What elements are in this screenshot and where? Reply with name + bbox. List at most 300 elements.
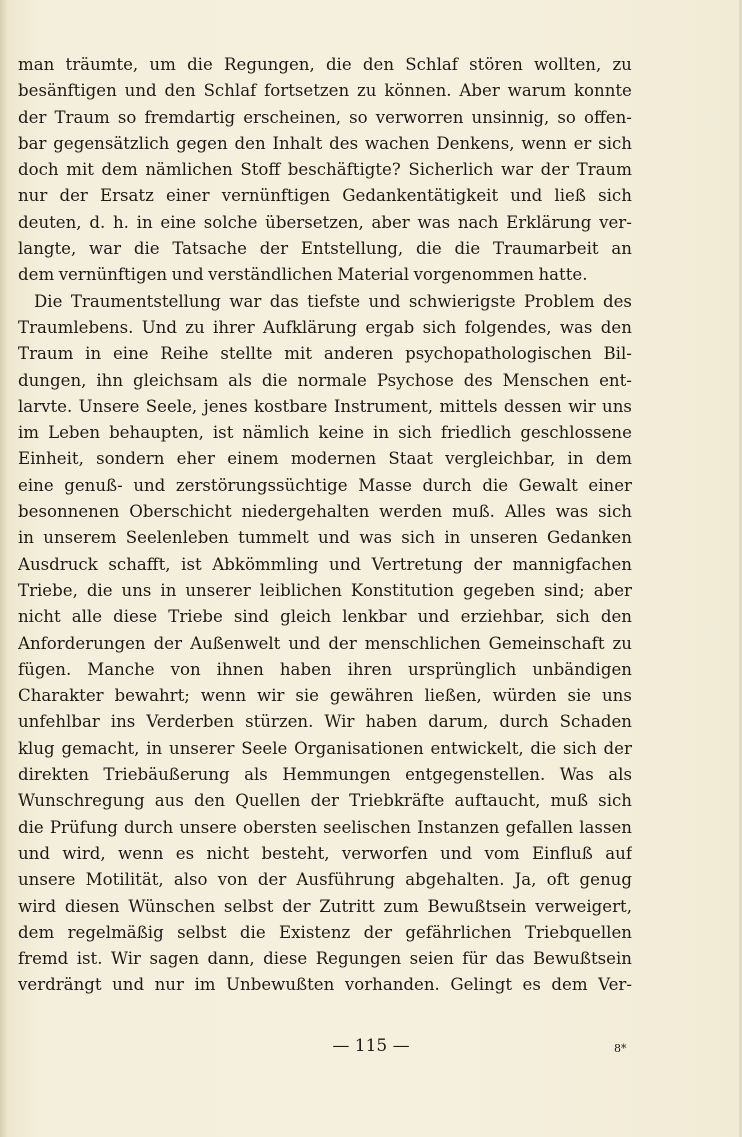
word: uns <box>601 686 632 706</box>
word: Quellen <box>235 791 301 811</box>
word: muß. <box>452 502 495 522</box>
word: Motilität, <box>85 870 164 890</box>
word: nur <box>18 186 48 206</box>
word: dungen, <box>18 370 87 390</box>
word: Einheit, <box>18 449 84 469</box>
word: diese <box>113 607 158 627</box>
word: Schlaf <box>203 81 257 101</box>
word: sich <box>401 528 436 548</box>
text-line <box>18 604 632 630</box>
word: alle <box>71 607 103 627</box>
word: in <box>136 212 153 232</box>
word: Unbewußten <box>226 975 335 995</box>
word: Traum <box>54 107 110 127</box>
word: Gedankentätigkeit <box>342 186 499 206</box>
word: Seele <box>241 738 288 758</box>
word: und <box>328 554 361 574</box>
word: und <box>18 843 50 863</box>
word: Die <box>34 291 63 311</box>
text-line <box>18 183 632 209</box>
word: darum, <box>428 712 489 732</box>
word: Außenwelt <box>190 633 281 653</box>
word: was <box>417 212 451 232</box>
word: Seele, <box>145 396 198 416</box>
signature-mark: 8* <box>614 1042 627 1055</box>
word: die <box>239 922 266 942</box>
word: bewahrt; <box>114 686 190 706</box>
word: Manche <box>87 659 155 679</box>
word: fügen. <box>18 659 72 679</box>
word: nur <box>154 975 184 995</box>
word: Aufklärung <box>263 317 358 337</box>
text-line <box>18 578 632 604</box>
word: der <box>153 633 183 653</box>
word: genug <box>579 870 632 890</box>
text-line <box>18 368 632 394</box>
word: Masse <box>358 475 412 495</box>
word: sich <box>598 502 632 522</box>
body-text <box>18 52 632 999</box>
word: Vertretung <box>371 554 463 574</box>
word: der <box>540 160 570 180</box>
word: Traumentstellung <box>70 291 221 311</box>
word: sind <box>233 607 270 627</box>
word: von <box>217 870 248 890</box>
word: die <box>530 738 557 758</box>
word: in <box>18 528 34 548</box>
word: gegeben <box>463 580 536 600</box>
word: unserem <box>43 528 117 548</box>
word: also <box>173 870 208 890</box>
word: vom <box>484 843 520 863</box>
word: dem <box>101 160 138 180</box>
word: sich <box>422 317 457 337</box>
word: so <box>349 107 368 127</box>
word: sich <box>598 186 632 206</box>
text-line <box>18 52 632 78</box>
text-line <box>18 709 632 735</box>
word: vorhanden. <box>344 975 440 995</box>
word: Traum <box>576 160 632 180</box>
word: seelischen <box>323 817 411 837</box>
word: Und <box>141 317 177 337</box>
text-line <box>18 315 632 341</box>
word: besänftigen <box>18 81 117 101</box>
word: direkten <box>18 765 89 785</box>
word: verdrängt <box>18 975 102 995</box>
word: aus <box>154 791 184 811</box>
word: Hemmungen <box>282 765 391 785</box>
word: Stoff <box>240 160 281 180</box>
word: eher <box>176 449 215 469</box>
word: schafft, <box>108 554 171 574</box>
word: muß <box>550 791 589 811</box>
word: eine <box>112 344 149 364</box>
word: wollten, <box>533 55 602 74</box>
word: fremd <box>18 949 69 969</box>
word: regelmäßig <box>67 922 164 942</box>
word: die <box>325 55 352 74</box>
word: Entstellung, <box>300 239 404 259</box>
word: psychopathologischen <box>405 344 592 364</box>
word: Reihe <box>160 344 209 364</box>
word: nämlichen <box>145 160 233 180</box>
word: unserer <box>185 580 251 600</box>
word: ihn <box>96 370 124 390</box>
word: Anforderungen <box>18 633 146 653</box>
word: an <box>611 239 632 259</box>
word: wird <box>18 896 57 916</box>
word: leiblichen <box>259 580 342 600</box>
text-line <box>18 736 632 762</box>
word: sich <box>555 607 590 627</box>
word: anderen <box>323 344 394 364</box>
text-line <box>18 920 632 946</box>
word: kostbare <box>253 396 328 416</box>
word: entgegenstellen. <box>405 765 546 785</box>
word: wir <box>257 686 285 706</box>
word: stören <box>469 55 523 74</box>
word: ließ <box>554 186 586 206</box>
word: dem <box>595 449 632 469</box>
text-line <box>18 105 632 131</box>
word: Bil- <box>603 344 632 364</box>
word: fortsetzen <box>264 81 350 101</box>
word: Ausdruck <box>18 554 98 574</box>
word: und <box>288 633 321 653</box>
word: den <box>362 55 395 74</box>
word: von <box>170 659 201 679</box>
word: lenkbar <box>342 607 407 627</box>
word: ihren <box>347 659 393 679</box>
word: Wir <box>324 712 355 732</box>
word: aber <box>593 580 632 600</box>
word: gleich <box>280 607 332 627</box>
word: Psychose <box>376 370 454 390</box>
word: im <box>194 975 216 995</box>
text-line <box>18 289 632 315</box>
word: die <box>86 580 113 600</box>
word: so <box>557 107 576 127</box>
word: der <box>363 922 393 942</box>
word: die <box>261 370 288 390</box>
word: was <box>359 528 392 548</box>
word: unbändigen <box>532 659 632 679</box>
word: ist. <box>76 949 103 969</box>
word: Zutritt <box>319 896 375 916</box>
word: dem <box>551 975 588 995</box>
word: modernen <box>290 449 377 469</box>
word: der <box>259 239 289 259</box>
word: vergleichbar, <box>445 449 556 469</box>
word: Triebkräfte <box>349 791 445 811</box>
word: und <box>368 291 401 311</box>
word: Regungen, <box>224 55 315 74</box>
word: geschlossene <box>520 423 632 443</box>
word: er <box>573 133 592 153</box>
word: was <box>555 502 589 522</box>
word: gegensätzlich <box>53 133 170 153</box>
word: Denkens, <box>436 133 515 153</box>
word: wenn <box>200 686 247 706</box>
word: h. <box>112 212 129 232</box>
word: uns <box>121 580 152 600</box>
word: Bewußtsein <box>532 949 632 969</box>
word: Ersatz <box>99 186 154 206</box>
text-line <box>18 473 632 499</box>
word: durch <box>123 817 174 837</box>
gutter-shadow <box>0 0 8 1137</box>
text-line <box>18 867 632 893</box>
text-line <box>18 841 632 867</box>
word: solche <box>203 212 258 232</box>
word: zerstörungssüchtige <box>175 475 348 495</box>
word: die <box>415 239 442 259</box>
word: Traumlebens. <box>18 317 134 337</box>
word: friedlich <box>440 423 512 443</box>
text-line <box>18 262 632 288</box>
word: verweigert, <box>535 896 632 916</box>
word: ver- <box>599 212 632 232</box>
word: und <box>417 607 450 627</box>
word: in <box>567 449 584 469</box>
text-line <box>18 210 632 236</box>
word: im <box>18 423 40 443</box>
word: abgehalten. <box>405 870 505 890</box>
word: vernünftigen <box>221 186 331 206</box>
word: Konstitution <box>350 580 455 600</box>
word: in <box>85 344 102 364</box>
text-line <box>18 894 632 920</box>
word: war <box>229 291 262 311</box>
word: Organisationen <box>294 738 424 758</box>
word: offen- <box>583 107 632 127</box>
word: besteht, <box>261 843 330 863</box>
word: gefährlichen <box>405 922 512 942</box>
word: einer <box>588 475 632 495</box>
word: Gemeinschaft <box>488 633 605 653</box>
text-line <box>18 394 632 420</box>
text-line <box>18 341 632 367</box>
word: der <box>59 186 88 206</box>
word: ihrer <box>213 317 255 337</box>
word: selbst <box>177 922 227 942</box>
word: auftaucht, <box>454 791 541 811</box>
word: besonnenen <box>18 502 120 522</box>
word: Instrument, <box>333 396 434 416</box>
word: sich <box>398 423 432 443</box>
word: nach <box>457 212 499 232</box>
text-line <box>18 420 632 446</box>
word: auf <box>605 843 632 863</box>
text-line <box>18 236 632 262</box>
word: Abkömmling <box>212 554 319 574</box>
word: normale <box>297 370 367 390</box>
word: vernünftigen <box>58 265 168 285</box>
word: stürzen. <box>245 712 314 732</box>
word: und <box>133 475 166 495</box>
word: haben <box>365 712 418 732</box>
word: Schlaf <box>405 55 458 74</box>
word: und <box>440 843 473 863</box>
word: die <box>482 475 509 495</box>
word: der <box>603 738 632 758</box>
text-line <box>18 683 632 709</box>
word: Bewußtsein <box>427 896 527 916</box>
word: durch <box>499 712 549 732</box>
word: fremdartig <box>144 107 236 127</box>
word: Seelenleben <box>125 528 229 548</box>
text-line <box>18 631 632 657</box>
word: Leben <box>48 423 101 443</box>
word: Unsere <box>78 396 140 416</box>
word: nämlich <box>242 423 310 443</box>
word: Gedanken <box>547 528 632 548</box>
word: träumte, <box>65 55 139 74</box>
word: Tatsache <box>172 239 247 259</box>
word: ergab <box>365 317 415 337</box>
word: entwickelt, <box>430 738 524 758</box>
word: gefallen <box>505 817 574 837</box>
word: des <box>329 133 359 153</box>
text-line <box>18 788 632 814</box>
text-line <box>18 972 632 998</box>
word: ursprünglich <box>408 659 517 679</box>
word: zu <box>612 633 632 653</box>
text-line <box>18 78 632 104</box>
word: sich <box>598 791 632 811</box>
word: keine <box>318 423 365 443</box>
word: es <box>522 975 541 995</box>
word: in <box>373 423 390 443</box>
word: können. <box>384 81 452 101</box>
word: eine <box>160 212 197 232</box>
word: Verderben <box>146 712 235 732</box>
word: ent- <box>599 370 632 390</box>
word: würden <box>492 686 557 706</box>
word: unsere <box>18 870 76 890</box>
word: durch <box>422 475 472 495</box>
word: niedergehalten <box>241 502 370 522</box>
word: verständlichen <box>208 265 333 285</box>
word: in <box>146 738 163 758</box>
word: haben <box>279 659 332 679</box>
word: Wunschregung <box>18 791 145 811</box>
word: diesen <box>64 896 120 916</box>
word: für <box>462 949 487 969</box>
word: sie <box>295 686 320 706</box>
word: larvte. <box>18 396 73 416</box>
word: sind; <box>543 580 585 600</box>
word: menschlichen <box>364 633 481 653</box>
word: Erklärung <box>506 212 592 232</box>
word: nicht <box>18 607 61 627</box>
word: Triebe <box>168 607 223 627</box>
word: schwierigste <box>408 291 516 311</box>
word: beschäftigte? <box>287 160 401 180</box>
word: Oberschicht <box>129 502 232 522</box>
word: behaupten, <box>109 423 204 443</box>
word: Aber <box>459 81 500 101</box>
word: unsere <box>179 817 237 837</box>
word: als <box>228 370 252 390</box>
word: klug <box>18 738 55 758</box>
word: und <box>171 265 204 285</box>
word: Triebäußerung <box>103 765 230 785</box>
word: das <box>269 291 299 311</box>
word: konnte <box>573 81 632 101</box>
word: ist <box>181 554 202 574</box>
word: gemacht, <box>61 738 140 758</box>
word: Ausführung <box>296 870 396 890</box>
word: mannigfachen <box>512 554 632 574</box>
word: doch <box>18 160 59 180</box>
word: tummelt <box>238 528 309 548</box>
word: warum <box>507 81 567 101</box>
word: der <box>328 633 357 653</box>
word: obersten <box>242 817 318 837</box>
word: Inhalt <box>272 133 323 153</box>
word: mit <box>284 344 312 364</box>
word: Problem <box>524 291 595 311</box>
word: einem <box>227 449 279 469</box>
word: Ja, <box>514 870 537 890</box>
word: genuß- <box>64 475 123 495</box>
word: die <box>454 239 481 259</box>
word: einer <box>165 186 210 206</box>
word: wenn <box>118 843 164 863</box>
word: Prüfung <box>49 817 118 837</box>
word: Triebe, <box>18 580 78 600</box>
word: diese <box>263 949 308 969</box>
word: Instanzen <box>417 817 500 837</box>
word: stellte <box>220 344 273 364</box>
word: es <box>175 843 195 863</box>
word: erscheinen, <box>243 107 342 127</box>
word: Regungen <box>315 949 402 969</box>
word: ließen, <box>424 686 482 706</box>
word: dann, <box>207 949 255 969</box>
word: selbst <box>223 896 274 916</box>
word: dessen <box>503 396 562 416</box>
word: Wünschen <box>128 896 216 916</box>
text-line <box>18 499 632 525</box>
word: Charakter <box>18 686 104 706</box>
text-line <box>18 525 632 551</box>
word: gegen <box>176 133 228 153</box>
word: als <box>244 765 268 785</box>
word: den <box>193 791 226 811</box>
word: des <box>602 291 632 311</box>
word: zu <box>185 317 205 337</box>
word: sondern <box>96 449 165 469</box>
word: langte, <box>18 239 77 259</box>
word: Gewalt <box>518 475 578 495</box>
word: unsinnig, <box>471 107 550 127</box>
word: unserer <box>169 738 235 758</box>
word: sich <box>562 738 597 758</box>
word: ihnen <box>216 659 264 679</box>
word: zu <box>612 55 632 74</box>
word: und <box>510 186 543 206</box>
word: unfehlbar <box>18 712 100 732</box>
word: wir <box>568 396 596 416</box>
word: erziehbar, <box>460 607 545 627</box>
word: ist <box>212 423 234 443</box>
word: der <box>257 870 287 890</box>
word: gleichsam <box>133 370 219 390</box>
word: war <box>89 239 122 259</box>
